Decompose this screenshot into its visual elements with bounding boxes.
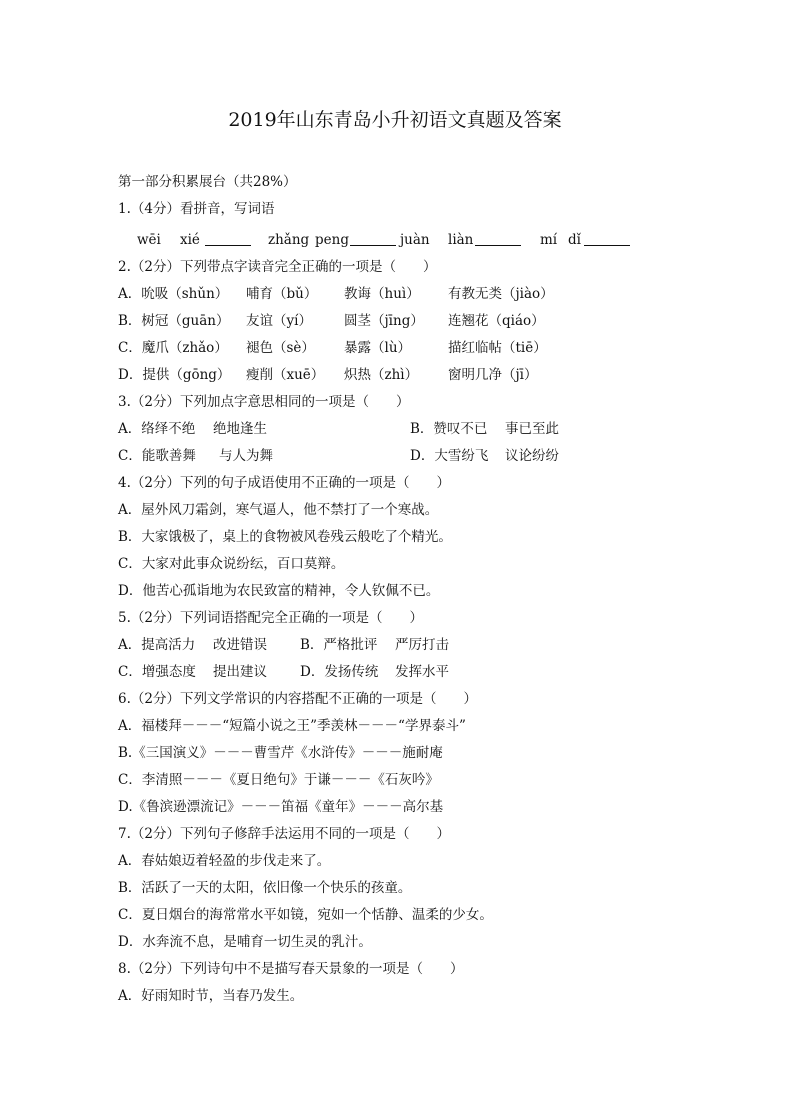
option-line: D．他苦心孤诣地为农民致富的精神，令人钦佩不已。	[118, 583, 440, 599]
pinyin: juàn	[400, 232, 430, 248]
question-8-stem: 8.（2分）下列诗句中不是描写春天景象的一项是（ ）	[118, 961, 464, 977]
q5-option-row	[118, 632, 678, 659]
answer-blank[interactable]	[205, 231, 251, 246]
option-item: A．络绎不绝	[118, 421, 196, 437]
question-2-stem: 2.（2分）下列带点字读音完全正确的一项是（ ）	[118, 259, 437, 275]
pinyin: xié	[180, 232, 200, 248]
option-line: B．大家饿极了，桌上的食物被风卷残云般吃了个精光。	[118, 529, 452, 545]
option-line: C．夏日烟台的海常常水平如镜，宛如一个恬静、温柔的少女。	[118, 907, 493, 923]
option-item: 友谊（yí）	[246, 313, 312, 329]
q3-option-row	[118, 416, 678, 443]
option-item: 议论纷纷	[505, 448, 559, 464]
q2-option-row	[118, 308, 678, 335]
pinyin: peng	[315, 232, 349, 248]
option-item: B．赞叹不已	[410, 421, 488, 437]
option-item: 描红临帖（tiē）	[448, 340, 547, 356]
option-line: D．水奔流不息，是哺育一切生灵的乳汁。	[118, 934, 372, 950]
option-item: 发挥水平	[395, 664, 449, 680]
option-item: D．提供（gōng）	[118, 367, 231, 383]
option-line: B.《三国演义》－－－曹雪芹《水浒传》－－－施耐庵	[118, 745, 443, 761]
option-item: B．严格批评	[300, 637, 378, 653]
q3-option-row	[118, 443, 678, 470]
option-line: B．活跃了一天的太阳，依旧像一个快乐的孩童。	[118, 880, 412, 896]
option-item: 连翘花（qiáo）	[448, 313, 545, 329]
pinyin: wēi	[137, 232, 161, 248]
pinyin-row	[118, 227, 678, 254]
option-item: A．提高活力	[118, 637, 196, 653]
pinyin: dǐ	[568, 232, 581, 248]
option-item: 瘦削（xuē）	[246, 367, 325, 383]
document-body	[118, 169, 678, 1010]
option-item: 教诲（huì）	[344, 286, 420, 302]
answer-blank[interactable]	[475, 231, 521, 246]
option-item: 窗明几净（jī）	[448, 367, 538, 383]
option-line: C．大家对此事众说纷纭，百口莫辩。	[118, 556, 345, 572]
option-line: A．好雨知时节，当春乃发生。	[118, 988, 304, 1004]
q2-option-row	[118, 281, 678, 308]
question-1-stem: 1.（4分）看拼音，写词语	[118, 201, 275, 217]
option-item: 炽热（zhì）	[344, 367, 419, 383]
option-item: 哺育（bǔ）	[246, 286, 318, 302]
option-item: B．树冠（guān）	[118, 313, 230, 329]
q2-option-row	[118, 362, 678, 389]
q2-option-row	[118, 335, 678, 362]
option-item: 有教无类（jiào）	[448, 286, 554, 302]
q5-option-row	[118, 659, 678, 686]
option-item: D．发扬传统	[300, 664, 379, 680]
question-5-stem: 5.（2分）下列词语搭配完全正确的一项是（ ）	[118, 610, 423, 626]
option-line: D.《鲁滨逊漂流记》－－－笛福《童年》－－－高尔基	[118, 799, 444, 815]
option-item: 暴露（lù）	[344, 340, 412, 356]
option-item: 与人为舞	[219, 448, 273, 464]
question-7-stem: 7.（2分）下列句子修辞手法运用不同的一项是（ ）	[118, 826, 450, 842]
pinyin: mí	[540, 232, 558, 248]
document-title: 2019年山东青岛小升初语文真题及答案	[228, 109, 562, 131]
answer-blank[interactable]	[584, 231, 630, 246]
option-line: A．福楼拜－－－“短篇小说之王”季羡林－－－“学界泰斗”	[118, 718, 466, 734]
option-item: C．增强态度	[118, 664, 196, 680]
option-item: C．能歌善舞	[118, 448, 196, 464]
option-line: A．屋外风刀霜剑，寒气逼人，他不禁打了一个寒战。	[118, 502, 439, 518]
question-4-stem: 4.（2分）下列的句子成语使用不正确的一项是（ ）	[118, 475, 450, 491]
option-item: 圆茎（jīng）	[344, 313, 424, 329]
option-item: D．大雪纷飞	[410, 448, 489, 464]
section-heading: 第一部分积累展台（共28%）	[118, 174, 297, 190]
option-line: A．春姑娘迈着轻盈的步伐走来了。	[118, 853, 331, 869]
question-3-stem: 3.（2分）下列加点字意思相同的一项是（ ）	[118, 394, 410, 410]
option-item: 改进错误	[213, 637, 267, 653]
option-line: C．李清照－－－《夏日绝句》于谦－－－《石灰吟》	[118, 772, 439, 788]
answer-blank[interactable]	[350, 231, 396, 246]
option-item: 严厉打击	[395, 637, 449, 653]
option-item: 提出建议	[213, 664, 267, 680]
question-6-stem: 6.（2分）下列文学常识的内容搭配不正确的一项是（ ）	[118, 691, 477, 707]
pinyin: liàn	[448, 232, 474, 248]
option-item: 事已至此	[505, 421, 559, 437]
pinyin: zhǎng	[268, 232, 310, 248]
option-item: A．吮吸（shǔn）	[118, 286, 229, 302]
option-item: C．魔爪（zhǎo）	[118, 340, 228, 356]
option-item: 绝地逢生	[213, 421, 267, 437]
option-item: 褪色（sè）	[246, 340, 315, 356]
